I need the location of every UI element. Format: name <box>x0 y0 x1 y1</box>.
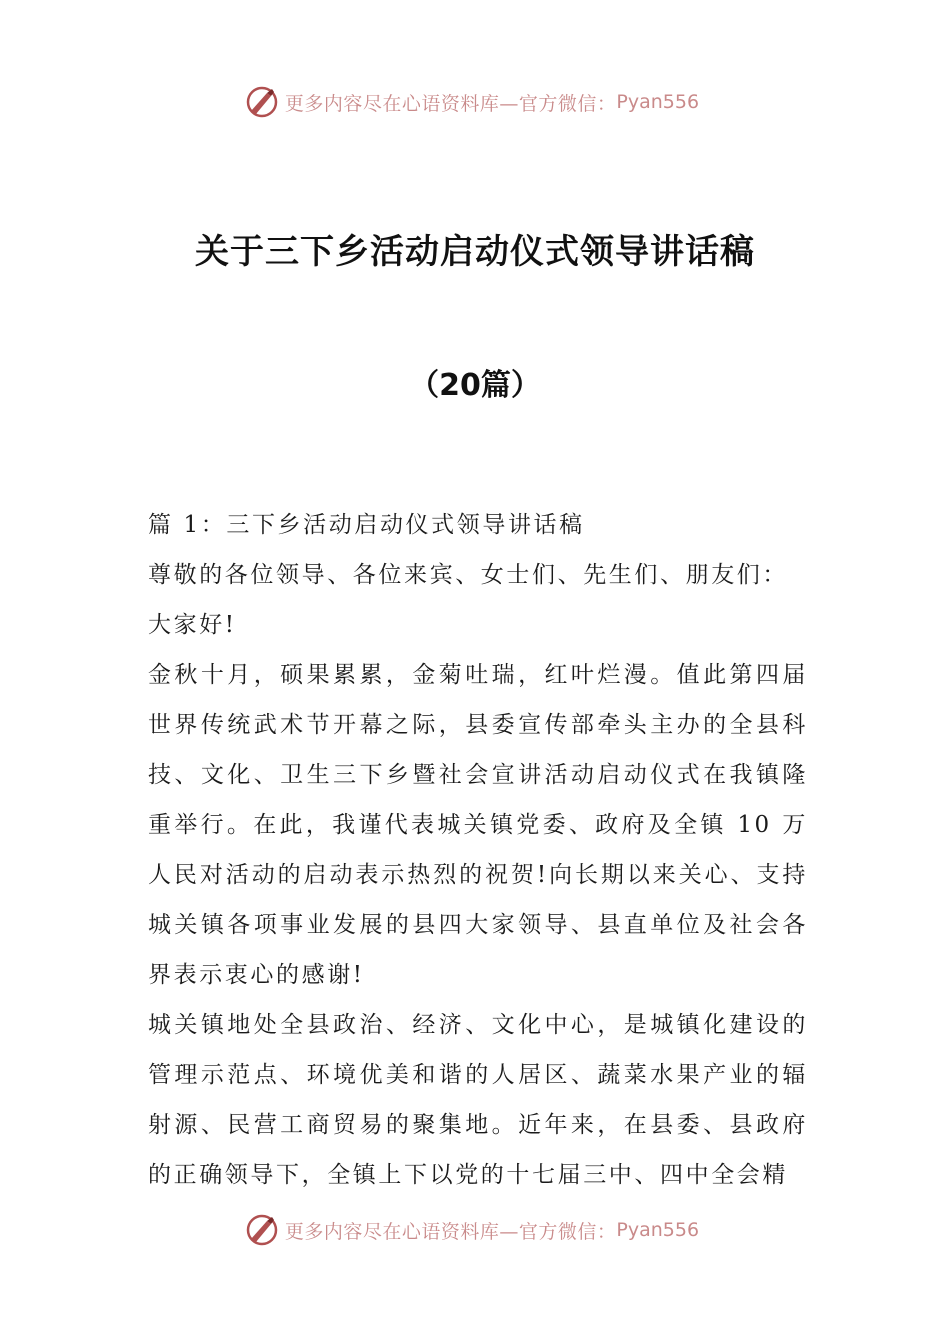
salutation: 尊敬的各位领导、各位来宾、女士们、先生们、朋友们： <box>148 562 788 588</box>
body-paragraph: 金秋十月，硕果累累，金菊吐瑞，红叶烂漫。值此第四届世界传统武术节开幕之际，县委宣传部牵头主办的全县科技、文化、卫生三下乡暨社会宣讲活动启动仪式在我镇隆重举行。在此，我谨代表城关镇党委、政府及全镇 10 万人民对活动的启动表示热烈的祝贺!向长期以来关心、支持城关镇各项事业发展的县四大家领导、县直单位及社会各界表示衷心的感谢! <box>148 662 808 988</box>
document-title: 关于三下乡活动启动仪式领导讲话稿 <box>195 232 755 272</box>
document-subtitle: （20篇） <box>409 368 541 403</box>
watermark-wechat-id: Pyan556 <box>616 1219 700 1241</box>
watermark-text: 更多内容尽在心语资料库—官方微信： <box>284 92 617 115</box>
section-heading: 篇 1：三下乡活动启动仪式领导讲话稿 <box>148 512 585 538</box>
watermark-text: 更多内容尽在心语资料库—官方微信： <box>284 1220 617 1243</box>
pen-logo-icon <box>245 1213 279 1247</box>
pen-logo-icon <box>245 85 279 119</box>
footer-watermark <box>0 1210 950 1250</box>
watermark-wechat-id: Pyan556 <box>616 91 700 113</box>
greeting: 大家好! <box>148 612 237 638</box>
header-watermark <box>0 82 950 122</box>
document-body <box>148 500 808 1200</box>
body-paragraph: 城关镇地处全县政治、经济、文化中心，是城镇化建设的管理示范点、环境优美和谐的人居区、蔬菜水果产业的辐射源、民营工商贸易的聚集地。近年来，在县委、县政府的正确领导下，全镇上下以党的十七届三中、四中全会精 <box>148 1012 808 1188</box>
